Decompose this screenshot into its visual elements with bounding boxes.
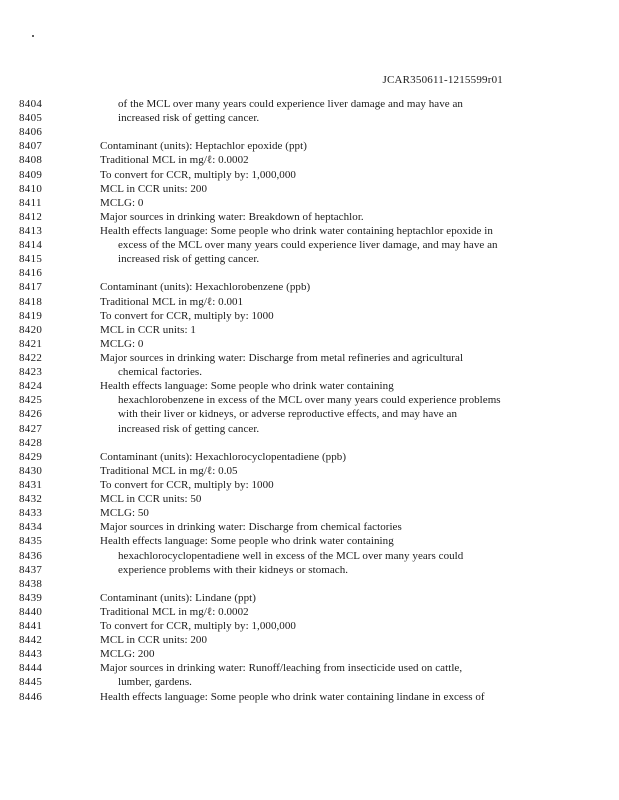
line-number: 8409 [19, 168, 43, 181]
document-line [0, 647, 619, 661]
line-number: 8427 [19, 422, 43, 435]
document-line [0, 506, 619, 520]
line-number: 8408 [19, 154, 43, 167]
document-line [0, 139, 619, 153]
line-text: Contaminant (units): Hexachlorocyclopentadiene (ppb) [100, 450, 347, 463]
line-number: 8412 [19, 210, 43, 223]
line-number: 8411 [19, 196, 42, 209]
line-number: 8441 [19, 620, 43, 633]
line-text: experience problems with their kidneys or stomach. [118, 563, 349, 576]
line-number: 8425 [19, 394, 43, 407]
line-number: 8404 [19, 98, 43, 110]
line-number: 8417 [19, 281, 43, 294]
line-text: Major sources in drinking water: Runoff/leaching from insecticide used on cattle, [100, 662, 463, 675]
line-text: To convert for CCR, multiply by: 1,000,000 [100, 620, 296, 633]
document-line [0, 407, 619, 421]
line-number: 8442 [19, 634, 43, 647]
document-line [0, 365, 619, 379]
document-line [0, 675, 619, 689]
line-number: 8445 [19, 676, 43, 689]
line-text: MCL in CCR units: 1 [100, 323, 196, 336]
document-line [0, 238, 619, 252]
line-number: 8415 [19, 253, 43, 266]
document-line [0, 295, 619, 309]
document-line [0, 633, 619, 647]
line-text: To convert for CCR, multiply by: 1,000,000 [100, 168, 296, 181]
line-number: 8422 [19, 351, 43, 364]
document-line [0, 577, 619, 591]
line-text: Health effects language: Some people who drink water containing [100, 535, 394, 548]
document-line [0, 690, 619, 704]
line-number: 8424 [19, 380, 43, 393]
line-text: MCL in CCR units: 200 [100, 634, 207, 647]
line-text: Major sources in drinking water: Breakdown of heptachlor. [100, 210, 364, 223]
document-line [0, 591, 619, 605]
line-text: of the MCL over many years could experience liver damage and may have an [118, 98, 463, 110]
line-number: 8410 [19, 182, 43, 195]
line-text: Health effects language: Some people who drink water containing heptachlor epoxide in [100, 224, 493, 237]
document-line [0, 520, 619, 534]
line-number: 8446 [19, 690, 43, 703]
line-text: Health effects language: Some people who drink water containing [100, 380, 394, 393]
document-line [0, 182, 619, 196]
document-reference: JCAR350611-1215599r01 [382, 74, 503, 86]
line-text: Traditional MCL in mg/ℓ: 0.001 [100, 295, 244, 308]
line-number: 8432 [19, 493, 43, 506]
line-text: chemical factories. [118, 366, 203, 379]
document-line [0, 619, 619, 633]
line-text: increased risk of getting cancer. [118, 253, 260, 266]
document-line [0, 478, 619, 492]
line-number: 8444 [19, 662, 43, 675]
line-number: 8419 [19, 309, 43, 322]
line-text: To convert for CCR, multiply by: 1000 [100, 478, 274, 491]
line-text: with their liver or kidneys, or adverse reproductive effects, and may have an [118, 408, 458, 421]
line-number: 8437 [19, 563, 43, 576]
line-number: 8426 [19, 408, 43, 421]
line-text: increased risk of getting cancer. [118, 112, 260, 125]
line-number: 8413 [19, 224, 43, 237]
line-number: 8416 [19, 267, 43, 280]
line-text: Health effects language: Some people who drink water containing lindane in excess of [100, 690, 485, 703]
document-line [0, 323, 619, 337]
document-line [0, 563, 619, 577]
document-line [0, 309, 619, 323]
line-text: MCL in CCR units: 200 [100, 182, 207, 195]
line-text: Major sources in drinking water: Discharge from chemical factories [100, 521, 402, 534]
line-number: 8439 [19, 591, 43, 604]
line-text: Contaminant (units): Heptachlor epoxide (ppt) [100, 140, 307, 153]
line-text: increased risk of getting cancer. [118, 422, 260, 435]
document-line [0, 534, 619, 548]
document-line [0, 266, 619, 280]
document-line [0, 379, 619, 393]
document-line [0, 168, 619, 182]
line-text: MCLG: 0 [100, 337, 144, 350]
document-line [0, 153, 619, 167]
line-number: 8429 [19, 450, 43, 463]
line-number: 8414 [19, 239, 43, 252]
line-number: 8434 [19, 521, 43, 534]
line-number: 8440 [19, 605, 43, 618]
line-number: 8438 [19, 577, 43, 590]
line-number: 8421 [19, 337, 43, 350]
document-line [0, 436, 619, 450]
line-number: 8420 [19, 323, 43, 336]
line-number: 8430 [19, 464, 43, 477]
document-line [0, 661, 619, 675]
document-line [0, 125, 619, 139]
document-line [0, 196, 619, 210]
document-line [0, 97, 619, 111]
line-number: 8407 [19, 140, 43, 153]
line-number: 8418 [19, 295, 43, 308]
line-text: Traditional MCL in mg/ℓ: 0.05 [100, 464, 238, 477]
line-text: To convert for CCR, multiply by: 1000 [100, 309, 274, 322]
document-line [0, 224, 619, 238]
document-line [0, 450, 619, 464]
document-line [0, 210, 619, 224]
line-text: Traditional MCL in mg/ℓ: 0.0002 [100, 154, 249, 167]
line-number: 8405 [19, 112, 43, 125]
document-line [0, 280, 619, 294]
document-line [0, 464, 619, 478]
line-number: 8428 [19, 436, 43, 449]
line-text: Traditional MCL in mg/ℓ: 0.0002 [100, 605, 249, 618]
document-line [0, 111, 619, 125]
line-text: MCLG: 0 [100, 196, 144, 209]
document-line [0, 605, 619, 619]
line-text: MCLG: 200 [100, 648, 155, 661]
document-line [0, 422, 619, 436]
document-line [0, 492, 619, 506]
scan-artifact-dot [32, 35, 34, 37]
document-line [0, 549, 619, 563]
line-number: 8443 [19, 648, 43, 661]
line-number: 8406 [19, 126, 43, 139]
line-text: MCLG: 50 [100, 507, 149, 520]
line-text: Contaminant (units): Hexachlorobenzene (ppb) [100, 281, 311, 294]
line-text: excess of the MCL over many years could experience liver damage, and may have an [118, 239, 498, 252]
document-line [0, 337, 619, 351]
line-number: 8436 [19, 549, 43, 562]
line-text: lumber, gardens. [118, 676, 192, 689]
line-text: hexachlorobenzene in excess of the MCL over many years could experience problems [118, 394, 501, 407]
line-number: 8433 [19, 507, 43, 520]
line-text: Major sources in drinking water: Discharge from metal refineries and agricultural [100, 351, 464, 364]
document-line [0, 351, 619, 365]
line-text: MCL in CCR units: 50 [100, 493, 202, 506]
line-text: Contaminant (units): Lindane (ppt) [100, 591, 256, 604]
document-line [0, 393, 619, 407]
line-number: 8423 [19, 366, 43, 379]
line-text: hexachlorocyclopentadiene well in excess of the MCL over many years could [118, 549, 464, 562]
document-lines [0, 97, 619, 704]
document-line [0, 252, 619, 266]
line-number: 8435 [19, 535, 43, 548]
line-number: 8431 [19, 478, 43, 491]
